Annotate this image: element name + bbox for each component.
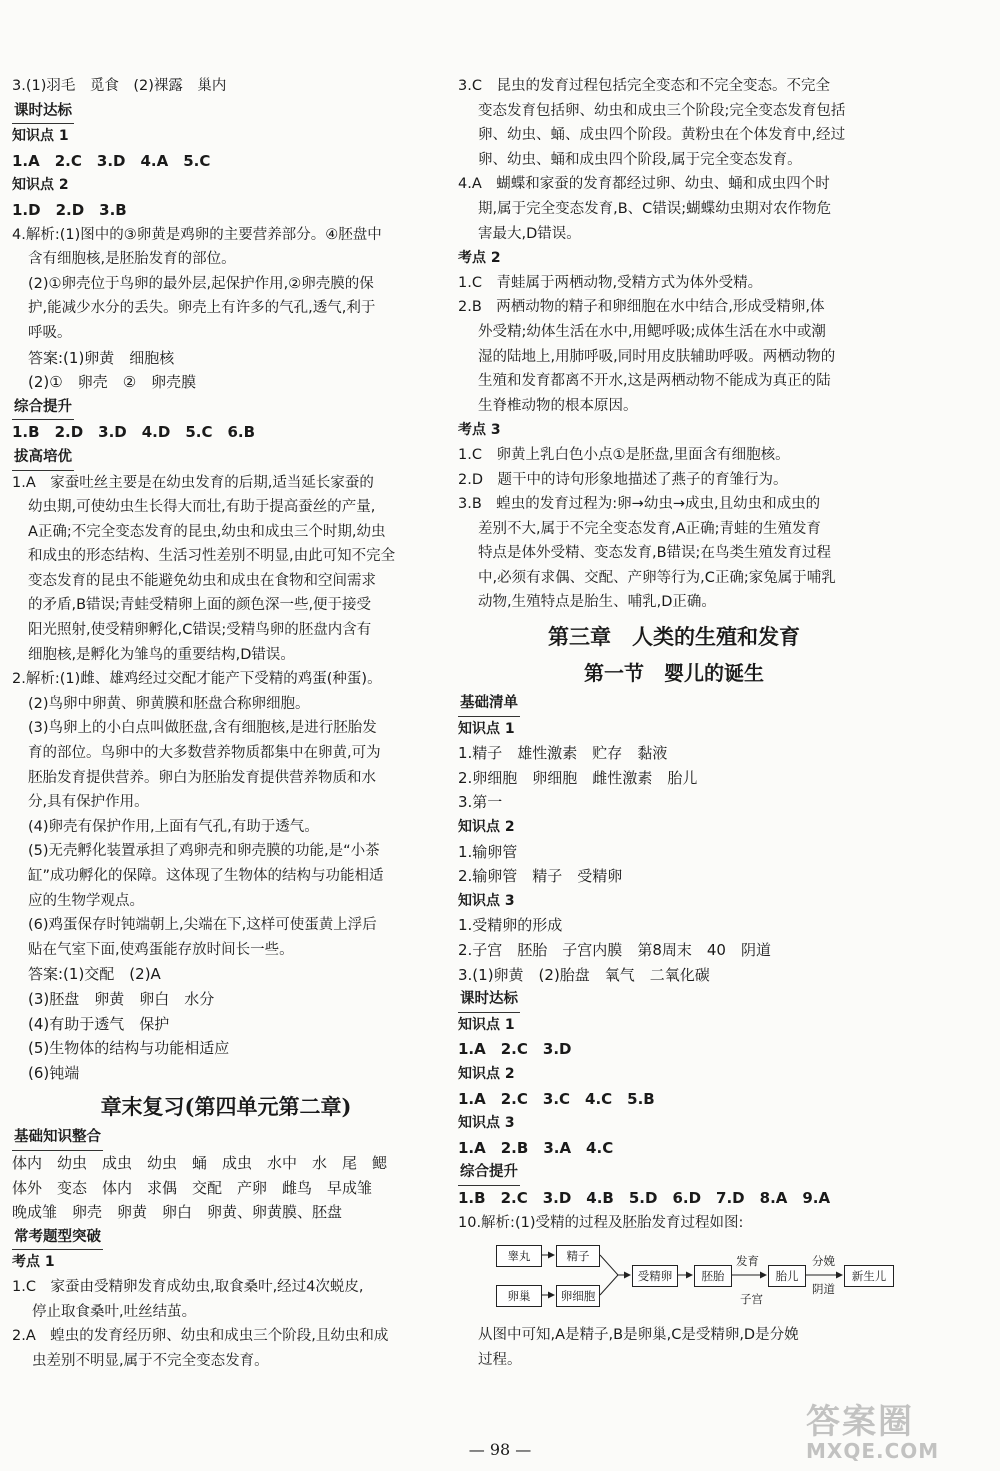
testis-box: 睾丸 bbox=[496, 1245, 542, 1267]
answer-line: (3)胚盘 卵黄 卵白 水分 bbox=[28, 989, 215, 1008]
explanation-line: 过程。 bbox=[478, 1351, 522, 1368]
explanation-line: 从图中可知,A是精子,B是卵巢,C是受精卵,D是分娩 bbox=[478, 1327, 799, 1344]
section-heading: 综合提升 bbox=[12, 395, 74, 421]
answer-line: 答案:(1)卵黄 细胞核 bbox=[28, 348, 175, 367]
explanation-line: 2.B 两栖动物的精子和卵细胞在水中结合,形成受精卵,体 bbox=[458, 299, 825, 316]
explanation-line: 阳光照射,使受精卵孵化,C错误;受精鸟卵的胚盘内含有 bbox=[28, 622, 372, 639]
ovary-box: 卵巢 bbox=[496, 1285, 542, 1307]
left-column bbox=[12, 74, 440, 1373]
explanation-line: (2)①卵壳位于鸟卵的最外层,起保护作用,②卵壳膜的保 bbox=[28, 275, 374, 292]
answer-line: 1.受精卵的形成 bbox=[458, 916, 563, 935]
explanation-line: 缸”成功孵化的保障。这体现了生物体的结构与功能相适 bbox=[28, 868, 384, 884]
explanation-line: (5)无壳孵化装置承担了鸡卵壳和卵壳膜的功能,是“小茶 bbox=[28, 843, 380, 860]
explanation-line: 和成虫的形态结构、生活习性差别不明显,由此可知不完全 bbox=[28, 548, 396, 565]
answer-line: 2.卵细胞 卵细胞 雌性激素 胎儿 bbox=[458, 768, 698, 787]
answer-line: 3.(1)羽毛 觅食 (2)裸露 巢内 bbox=[12, 78, 227, 94]
answer-line: 1.精子 雄性激素 贮存 黏液 bbox=[458, 744, 668, 763]
answer-line: (2)① 卵壳 ② 卵壳膜 bbox=[28, 373, 197, 392]
explanation-line: 1.C 青蛙属于两栖动物,受精方式为体外受精。 bbox=[458, 274, 763, 291]
answer-line: 1.A 2.C 3.C 4.C 5.B bbox=[458, 1089, 655, 1108]
section-heading: 课时达标 bbox=[12, 99, 74, 125]
explanation-line: (6)鸡蛋保存时钝端朝上,尖端在下,这样可使蛋黄上浮后 bbox=[28, 917, 377, 934]
explanation-line: 应的生物学观点。 bbox=[28, 892, 144, 909]
vagina-label: 阴道 bbox=[812, 1282, 835, 1297]
word-answer-line: 体内 幼虫 成虫 幼虫 蛹 成虫 水中 水 尾 鳃 bbox=[12, 1153, 388, 1172]
embryo-box: 胚胎 bbox=[694, 1265, 732, 1287]
explanation-line: 分,具有保护作用。 bbox=[28, 794, 149, 811]
review-title: 章末复习(第四单元第二章) bbox=[100, 1094, 352, 1120]
explanation-line: 虫差别不明显,属于不完全变态发育。 bbox=[32, 1352, 269, 1369]
explanation-line: 细胞核,是孵化为雏鸟的重要结构,D错误。 bbox=[28, 646, 295, 663]
explanation-line: 湿的陆地上,用肺呼吸,同时用皮肤辅助呼吸。两栖动物的 bbox=[478, 348, 836, 365]
exam-point-label: 考点 2 bbox=[458, 250, 501, 267]
explanation-line: 特点是体外受精、变态发育,B错误;在鸟类生殖发育过程 bbox=[478, 545, 831, 562]
explanation-line: 变态发育包括卵、幼虫和成虫三个阶段;完全变态发育包括 bbox=[478, 102, 846, 119]
knowledge-point-label: 知识点 2 bbox=[12, 177, 69, 194]
explanation-line: 害最大,D错误。 bbox=[478, 225, 581, 242]
fertilization-flow-diagram bbox=[496, 1239, 896, 1319]
knowledge-point-label: 知识点 3 bbox=[458, 892, 515, 909]
explanation-line: 呼吸。 bbox=[28, 324, 72, 341]
explanation-line: 4.解析:(1)图中的③卵黄是鸡卵的主要营养部分。④胚盘中 bbox=[12, 226, 382, 243]
explanation-line: 4.A 蝴蝶和家蚕的发育都经过卵、幼虫、蛹和成虫四个时 bbox=[458, 176, 830, 193]
explanation-line: 外受精;幼体生活在水中,用鳃呼吸;成体生活在水中或潮 bbox=[478, 323, 826, 340]
right-column bbox=[458, 74, 890, 1372]
uterus-label: 子宫 bbox=[740, 1292, 763, 1307]
explanation-line: 10.解析:(1)受精的过程及胚胎发育过程如图: bbox=[458, 1214, 744, 1231]
explanation-line: 含有细胞核,是胚胎发育的部位。 bbox=[28, 251, 236, 268]
knowledge-point-label: 知识点 1 bbox=[458, 1016, 515, 1033]
explanation-line: 贴在气室下面,使鸡蛋能存放时间长一些。 bbox=[28, 941, 294, 958]
explanation-line: 护,能减少水分的丢失。卵壳上有许多的气孔,透气,利于 bbox=[28, 300, 376, 317]
answer-line: 1.D 2.D 3.B bbox=[12, 200, 127, 219]
section-heading: 综合提升 bbox=[458, 1160, 520, 1186]
watermark-url: MXQE.COM bbox=[806, 1439, 940, 1463]
explanation-line: 2.D 题干中的诗句形象地描述了燕子的育雏行为。 bbox=[458, 471, 788, 488]
exam-point-label: 考点 1 bbox=[12, 1254, 55, 1271]
section-heading: 基础知识整合 bbox=[12, 1125, 103, 1151]
delivery-label: 分娩 bbox=[812, 1254, 835, 1269]
answer-line: (6)钝端 bbox=[28, 1063, 80, 1082]
zygote-box: 受精卵 bbox=[632, 1265, 678, 1287]
exam-point-label: 考点 3 bbox=[458, 422, 501, 439]
answer-line: (5)生物体的结构与功能相适应 bbox=[28, 1039, 230, 1058]
explanation-line: 2.解析:(1)雌、雄鸡经过交配才能产下受精的鸡蛋(种蛋)。 bbox=[12, 671, 382, 688]
arrow-line bbox=[600, 1255, 618, 1275]
explanation-line: (3)鸟卵上的小白点叫做胚盘,含有细胞核,是进行胚胎发 bbox=[28, 720, 377, 737]
answer-line: 1.A 2.B 3.A 4.C bbox=[458, 1138, 614, 1157]
explanation-line: 1.C 卵黄上乳白色小点①是胚盘,里面含有细胞核。 bbox=[458, 446, 790, 463]
knowledge-point-label: 知识点 2 bbox=[458, 819, 515, 836]
arrow-line bbox=[600, 1275, 618, 1295]
explanation-line: 生殖和发育都离不开水,这是两栖动物不能成为真正的陆 bbox=[478, 373, 831, 390]
answer-line: 3.第一 bbox=[458, 793, 503, 812]
section-heading: 基础清单 bbox=[458, 691, 520, 717]
explanation-line: 1.A 家蚕吐丝主要是在幼虫发育的后期,适当延长家蚕的 bbox=[12, 474, 374, 491]
knowledge-point-label: 知识点 1 bbox=[12, 128, 69, 145]
explanation-line: 期,属于完全变态发育,B、C错误;蝴蝶幼虫期对农作物危 bbox=[478, 200, 832, 217]
section-heading: 拔高培优 bbox=[12, 445, 74, 471]
knowledge-point-label: 知识点 2 bbox=[458, 1065, 515, 1082]
watermark-text: 答案圈 bbox=[806, 1402, 914, 1442]
explanation-line: 的矛盾,B错误;青蛙受精卵上面的颜色深一些,便于接受 bbox=[28, 597, 372, 614]
answer-line: 1.A 2.C 3.D 4.A 5.C bbox=[12, 151, 211, 170]
sperm-box: 精子 bbox=[556, 1245, 600, 1267]
word-answer-line: 体外 变态 体内 求偶 交配 产卵 雌鸟 早成雏 bbox=[12, 1178, 373, 1197]
explanation-line: 3.B 蝗虫的发育过程为:卵→幼虫→成虫,且幼虫和成虫的 bbox=[458, 496, 821, 513]
explanation-line: 停止取食桑叶,吐丝结茧。 bbox=[32, 1303, 197, 1320]
section-title: 第一节 婴儿的诞生 bbox=[584, 661, 764, 686]
explanation-line: 2.A 蝗虫的发育经历卵、幼虫和成虫三个阶段,且幼虫和成 bbox=[12, 1328, 389, 1345]
explanation-line: 卵、幼虫、蛹、成虫四个阶段。黄粉虫在个体发育中,经过 bbox=[478, 127, 846, 144]
explanation-line: 卵、幼虫、蛹和成虫四个阶段,属于完全变态发育。 bbox=[478, 151, 802, 168]
fetus-box: 胎儿 bbox=[768, 1265, 806, 1287]
answer-line: 1.输卵管 bbox=[458, 842, 518, 861]
word-answer-line: 晚成雏 卵壳 卵黄 卵白 卵黄、卵黄膜、胚盘 bbox=[12, 1203, 343, 1222]
explanation-line: 差别不大,属于不完全变态发育,A正确;青蛙的生殖发育 bbox=[478, 520, 822, 537]
explanation-line: A正确;不完全变态发育的昆虫,幼虫和成虫三个时期,幼虫 bbox=[28, 523, 386, 540]
explanation-line: 生脊椎动物的根本原因。 bbox=[478, 397, 638, 414]
knowledge-point-label: 知识点 3 bbox=[458, 1115, 515, 1132]
answer-line: 1.A 2.C 3.D bbox=[458, 1040, 572, 1059]
explanation-line: (4)卵壳有保护作用,上面有气孔,有助于透气。 bbox=[28, 818, 319, 835]
answer-line: 2.子宫 胚胎 子宫内膜 第8周末 40 阴道 bbox=[458, 941, 771, 959]
explanation-line: 变态发育的昆虫不能避免幼虫和成虫在食物和空间需求 bbox=[28, 572, 376, 589]
chapter-title: 第三章 人类的生殖和发育 bbox=[548, 624, 800, 650]
develop-label: 发育 bbox=[736, 1254, 759, 1269]
watermark-logo bbox=[806, 1394, 990, 1468]
answer-line: 2.输卵管 精子 受精卵 bbox=[458, 867, 623, 886]
section-heading: 课时达标 bbox=[458, 987, 520, 1013]
page-number: — 98 — bbox=[468, 1440, 532, 1459]
explanation-line: 1.C 家蚕由受精卵发育成幼虫,取食桑叶,经过4次蜕皮, bbox=[12, 1278, 364, 1295]
section-heading: 常考题型突破 bbox=[12, 1225, 103, 1251]
answer-line: 答案:(1)交配 (2)A bbox=[28, 965, 161, 984]
explanation-line: 3.C 昆虫的发育过程包括完全变态和不完全变态。不完全 bbox=[458, 78, 830, 94]
answer-line: 3.(1)卵黄 (2)胎盘 氧气 二氧化碳 bbox=[458, 965, 710, 984]
explanation-line: 幼虫期,可使幼虫生长得大而壮,有助于提高蚕丝的产量, bbox=[28, 499, 376, 516]
answer-line: (4)有助于透气 保护 bbox=[28, 1014, 170, 1033]
explanation-line: 动物,生殖特点是胎生、哺乳,D正确。 bbox=[478, 594, 716, 611]
egg-box: 卵细胞 bbox=[556, 1285, 600, 1307]
newborn-box: 新生儿 bbox=[844, 1265, 894, 1287]
knowledge-point-label: 知识点 1 bbox=[458, 720, 515, 737]
explanation-line: (2)鸟卵中卵黄、卵黄膜和胚盘合称卵细胞。 bbox=[28, 695, 310, 712]
answer-line: 1.B 2.C 3.D 4.B 5.D 6.D 7.D 8.A 9.A bbox=[458, 1188, 831, 1207]
answer-line: 1.B 2.D 3.D 4.D 5.C 6.B bbox=[12, 423, 256, 442]
explanation-line: 胚胎发育提供营养。卵白为胚胎发育提供营养物质和水 bbox=[28, 769, 376, 786]
explanation-line: 育的部位。鸟卵中的大多数营养物质都集中在卵黄,可为 bbox=[28, 745, 381, 762]
explanation-line: 中,必须有求偶、交配、产卵等行为,C正确;家兔属于哺乳 bbox=[478, 569, 836, 586]
